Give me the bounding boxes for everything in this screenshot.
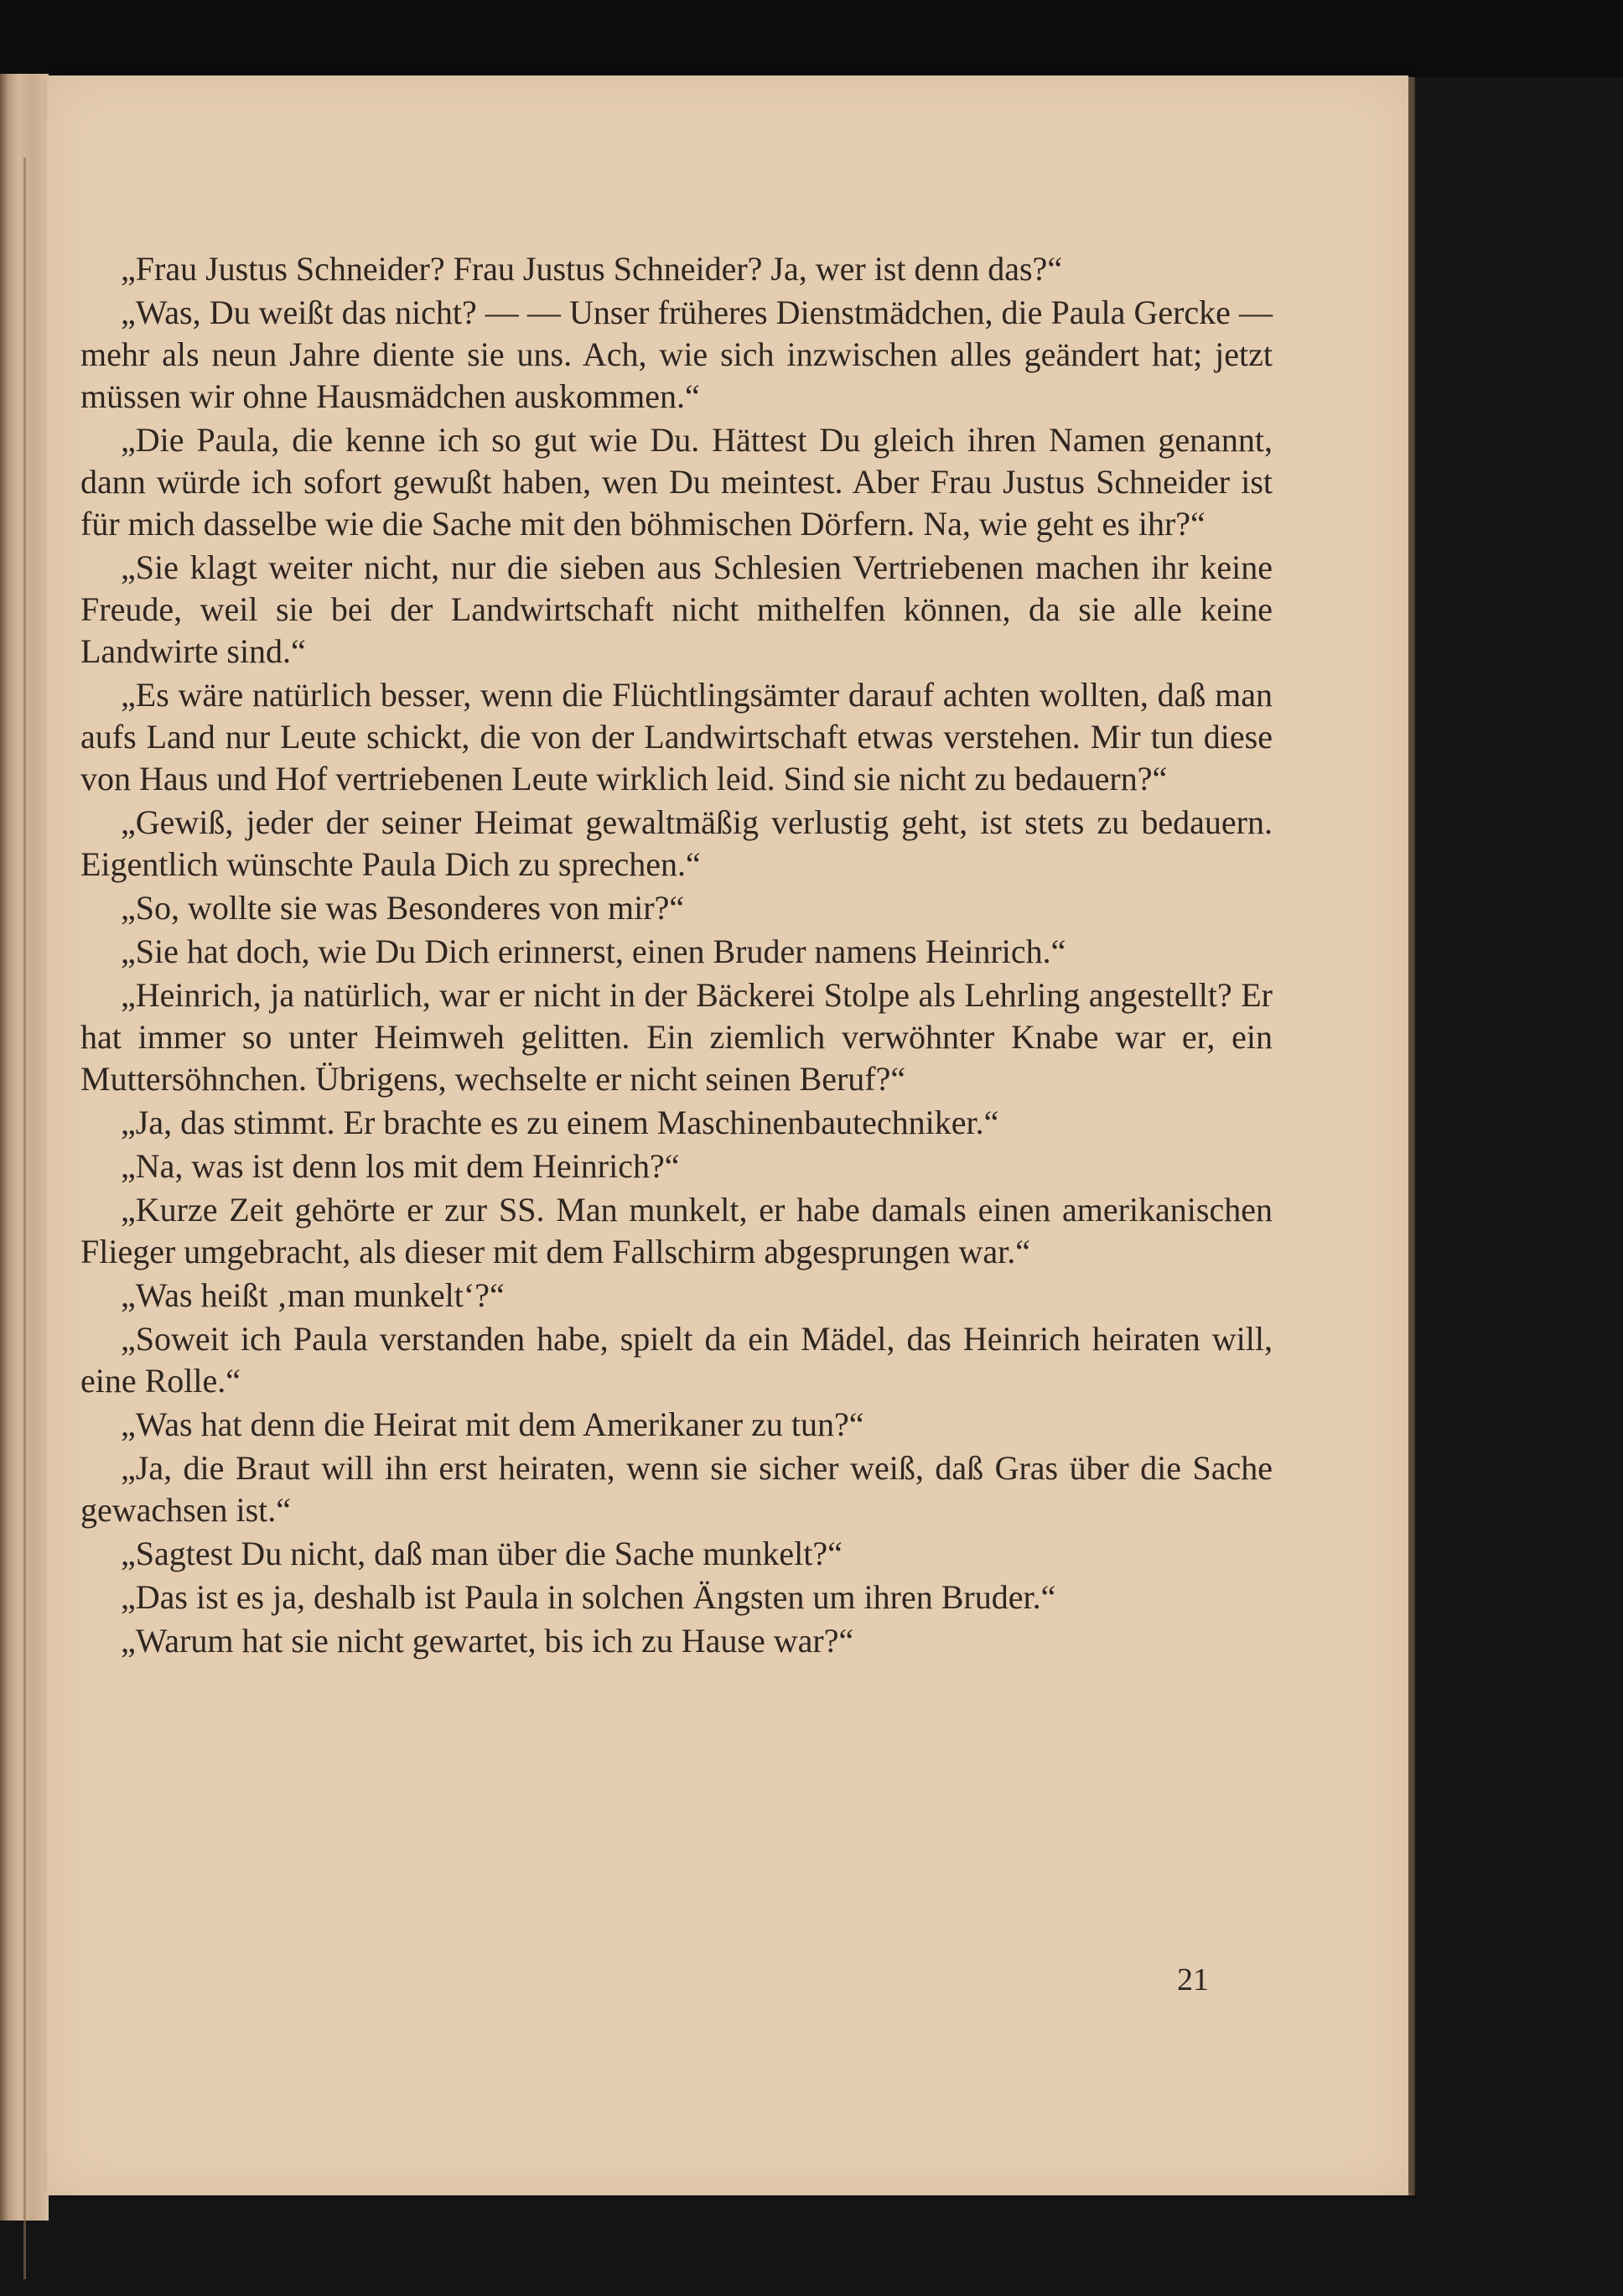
paragraph: „Ja, die Braut will ihn erst heiraten, wenn sie sicher weiß, daß Gras über die Sache gewachsen ist.“ [80,1449,1273,1529]
book-page [47,75,1408,2195]
paragraph: „Das ist es ja, deshalb ist Paula in solchen Ängsten um ihren Bruder.“ [121,1578,1056,1616]
page-edge-shadow [1408,77,1415,2195]
book-spine-edge [0,74,49,2221]
paragraph: „Heinrich, ja natürlich, war er nicht in der Bäckerei Stolpe als Lehrling angestellt? Er hat immer so unter Heimweh gelitten. Ein ziemlich verwöhnter Knabe war er, ein Muttersöhnchen. Übrigens, wechselte er nicht seinen Beruf?“ [80,976,1273,1098]
page-number: 21 [1177,1962,1209,1997]
paragraph: „Na, was ist denn los mit dem Heinrich?“ [121,1147,680,1185]
paragraph: „Was hat denn die Heirat mit dem Amerikaner zu tun?“ [121,1405,864,1443]
paragraph: „So, wollte sie was Besonderes von mir?“ [121,889,685,927]
paragraph: „Ja, das stimmt. Er brachte es zu einem Maschinenbautechniker.“ [121,1104,999,1141]
paragraph: „Sie hat doch, wie Du Dich erinnerst, einen Bruder namens Heinrich.“ [121,932,1066,970]
paragraph: „Warum hat sie nicht gewartet, bis ich zu Hause war?“ [121,1622,854,1660]
scan-backdrop [0,0,1623,77]
paragraph: „Die Paula, die kenne ich so gut wie Du. Hättest Du gleich ihren Namen genannt, dann würde ich sofort gewußt haben, wen Du meintest. Aber Frau Justus Schneider ist für mich dasselbe wie die Sache mit den böhmischen Dörfern. Na, wie geht es ihr?“ [80,421,1273,543]
paragraph: „Sie klagt weiter nicht, nur die sieben aus Schlesien Vertriebenen machen ihr keine Freude, weil sie bei der Landwirtschaft nicht mithelfen können, da sie alle keine Landwirte sind.“ [80,548,1273,670]
paragraph: „Sagtest Du nicht, daß man über die Sache munkelt?“ [121,1535,843,1572]
paragraph: „Was, Du weißt das nicht? — — Unser früheres Dienstmädchen, die Paula Gercke — mehr als neun Jahre diente sie uns. Ach, wie sich inzwischen alles geändert hat; jetzt müssen wir ohne Hausmädchen auskommen.“ [80,293,1273,415]
paragraph: „Kurze Zeit gehörte er zur SS. Man munkelt, er habe damals einen amerikanischen Flieger umgebracht, als dieser mit dem Fallschirm abgesprungen war.“ [80,1191,1273,1270]
paragraph: „Was heißt ‚man munkelt‘?“ [121,1276,505,1314]
paragraph: „Soweit ich Paula verstanden habe, spielt da ein Mädel, das Heinrich heiraten will, eine Rolle.“ [80,1320,1273,1400]
paragraph: „Es wäre natürlich besser, wenn die Flüchtlingsämter darauf achten wollten, daß man aufs Land nur Leute schickt, die von der Landwirtschaft etwas verstehen. Mir tun diese von Haus und Hof vertriebenen Leute wirklich leid. Sind sie nicht zu bedauern?“ [80,676,1273,797]
spine-fold-line [23,158,26,2279]
body-text [80,248,1273,1664]
paragraph: „Frau Justus Schneider? Frau Justus Schneider? Ja, wer ist denn das?“ [121,250,1063,288]
paragraph: „Gewiß, jeder der seiner Heimat gewaltmäßig verlustig geht, ist stets zu bedauern. Eigentlich wünschte Paula Dich zu sprechen.“ [80,803,1273,883]
